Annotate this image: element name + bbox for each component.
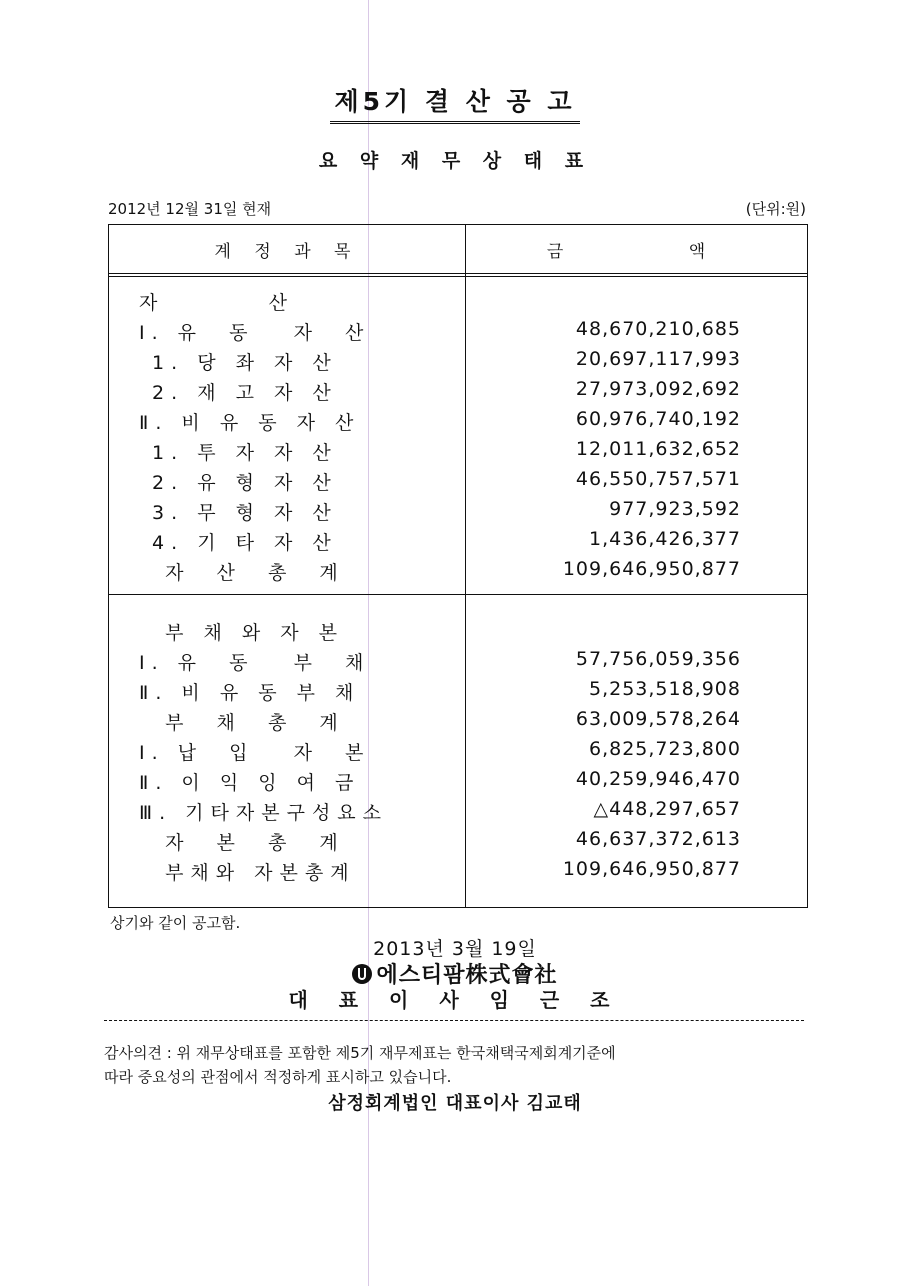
table-row: [109, 735, 807, 765]
account-label: 1. 당 좌 자 산: [139, 352, 338, 374]
account-label: Ⅱ. 비 유 동 자 산: [139, 412, 361, 434]
audit-opinion-line-1: 감사의견 : 위 재무상태표를 포함한 제5기 재무제표는 한국채택국제회계기준에: [104, 1044, 616, 1062]
unit-label: (단위:원): [745, 200, 806, 218]
account-label: 1. 투 자 자 산: [139, 442, 338, 464]
table-row: [109, 705, 807, 735]
account-label: 부 채 총 계: [139, 712, 345, 734]
account-label: 부 채 와 자 본: [139, 622, 345, 644]
account-label: Ⅲ. 기타자본구성요소: [139, 802, 389, 824]
amount-value: 27,973,092,692: [575, 378, 741, 400]
table-row: [109, 855, 807, 885]
announcement-note: 상기와 같이 공고함.: [110, 914, 241, 932]
account-label: Ⅰ. 유 동 부 채: [139, 652, 371, 674]
account-label: 3. 무 형 자 산: [139, 502, 338, 524]
table-row: [109, 315, 807, 345]
amount-value: 12,011,632,652: [575, 438, 741, 460]
table-row: [109, 675, 807, 705]
header-divider: [109, 273, 807, 277]
section-divider: [109, 594, 807, 595]
account-label: 2. 재 고 자 산: [139, 382, 338, 404]
table-row: [109, 375, 807, 405]
account-label: Ⅰ. 납 입 자 본: [139, 742, 371, 764]
account-label: 자 산 총 계: [139, 562, 345, 584]
amount-value: 109,646,950,877: [562, 858, 741, 880]
audit-opinion-line-2: 따라 중요성의 관점에서 적정하게 표시하고 있습니다.: [104, 1068, 452, 1086]
amount-value: 977,923,592: [609, 498, 741, 520]
amount-value: 6,825,723,800: [588, 738, 741, 760]
company-name-text: 에스티팜株式會社: [376, 963, 558, 988]
statement-date: 2012년 12월 31일 현재: [108, 200, 272, 218]
ceo-name: 대 표 이 사 임 근 조: [288, 988, 622, 1012]
amount-value: 48,670,210,685: [575, 318, 741, 340]
table-row: [109, 765, 807, 795]
account-label: 2. 유 형 자 산: [139, 472, 338, 494]
account-label: 자 본 총 계: [139, 832, 345, 854]
account-label: 부채와 자본총계: [139, 862, 356, 884]
table-row: [109, 615, 807, 645]
document-title: [0, 82, 910, 124]
header-account: 계 정 과 목: [214, 242, 360, 262]
table-row: [109, 525, 807, 555]
account-label: 자 산: [139, 292, 295, 314]
table-row: [109, 825, 807, 855]
amount-value: △448,297,657: [593, 798, 741, 820]
table-row: [109, 645, 807, 675]
auditor-name: 삼정회계법인 대표이사 김교태: [328, 1093, 582, 1114]
table-row: [109, 345, 807, 375]
table-row: [109, 465, 807, 495]
table-row: [109, 405, 807, 435]
account-label: Ⅱ. 이 익 잉 여 금: [139, 772, 361, 794]
title-text: 제5기 결 산 공 고: [330, 82, 579, 124]
table-row: [109, 285, 807, 315]
header-amount: 금 액: [546, 242, 766, 262]
dashed-separator: [104, 1020, 804, 1021]
table-row: [109, 795, 807, 825]
amount-value: 46,550,757,571: [575, 468, 741, 490]
publish-date: 2013년 3월 19일: [373, 938, 537, 960]
table-row: [109, 495, 807, 525]
account-label: Ⅱ. 비 유 동 부 채: [139, 682, 361, 704]
account-label: 4. 기 타 자 산: [139, 532, 338, 554]
amount-value: 1,436,426,377: [588, 528, 741, 550]
amount-value: 40,259,946,470: [575, 768, 741, 790]
balance-sheet-table: [108, 224, 808, 908]
table-row: [109, 555, 807, 585]
amount-value: 109,646,950,877: [562, 558, 741, 580]
account-label: Ⅰ. 유 동 자 산: [139, 322, 371, 344]
amount-value: 46,637,372,613: [575, 828, 741, 850]
table-row: [109, 435, 807, 465]
amount-value: 60,976,740,192: [575, 408, 741, 430]
amount-value: 5,253,518,908: [588, 678, 741, 700]
document-subtitle: 요 약 재 무 상 태 표: [318, 150, 592, 172]
amount-value: 20,697,117,993: [575, 348, 741, 370]
company-logo-icon: [352, 964, 372, 984]
amount-value: 57,756,059,356: [575, 648, 741, 670]
amount-value: 63,009,578,264: [575, 708, 741, 730]
